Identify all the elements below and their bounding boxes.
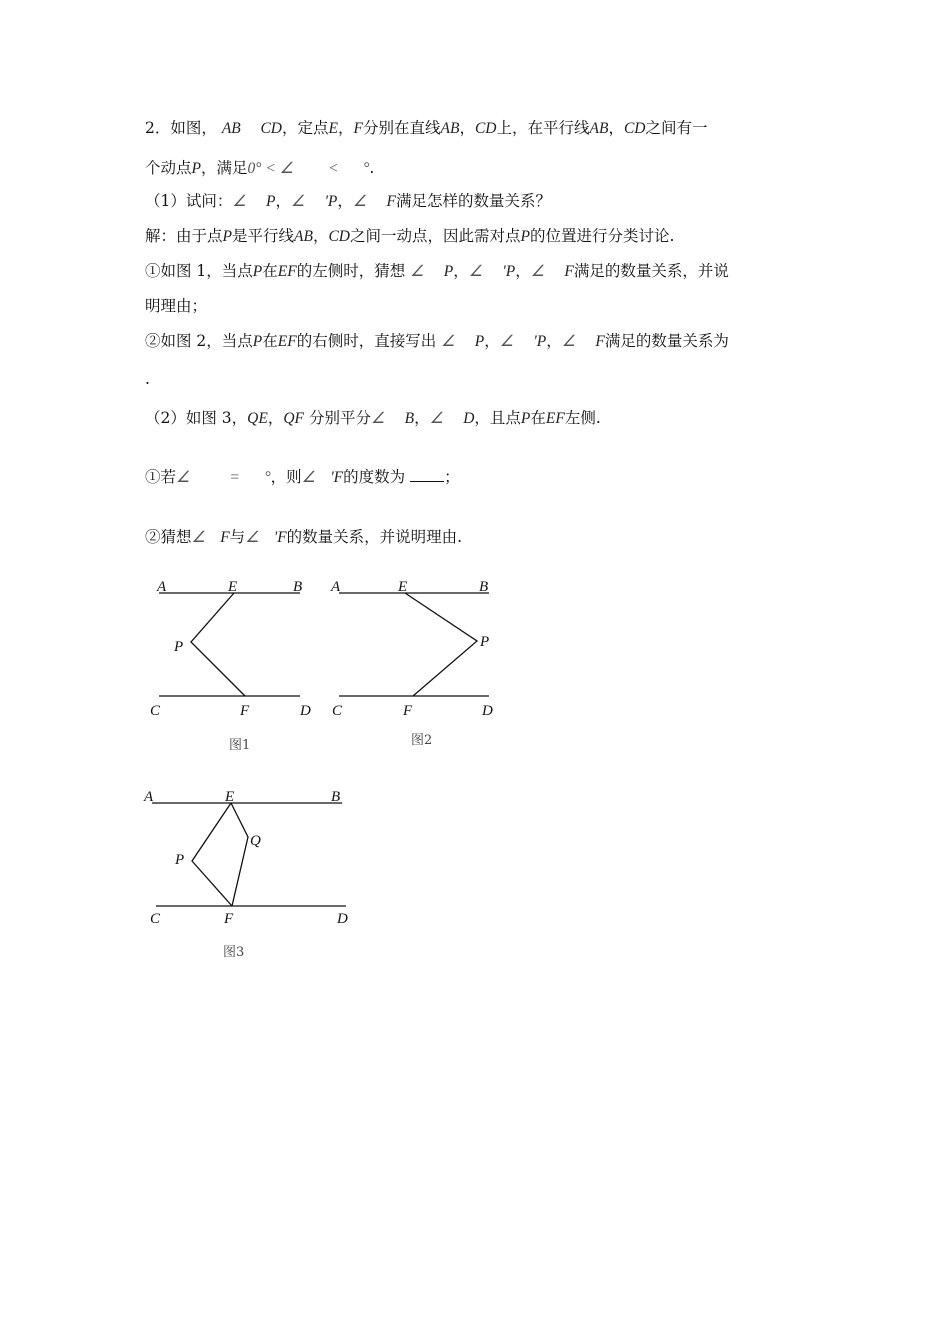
math-angle: ∠ — [468, 263, 483, 280]
math-cd: CD — [260, 120, 283, 137]
label-e: E — [228, 579, 238, 595]
math-p: P — [474, 333, 485, 350]
math-p: P — [443, 263, 454, 280]
text: ②猜想 — [145, 528, 192, 546]
text: . — [369, 159, 375, 177]
text: . — [145, 370, 150, 388]
text: 与 — [229, 528, 246, 546]
math-angle: ∠ — [290, 193, 305, 210]
problem-line-1 — [145, 117, 708, 140]
math-f: F — [595, 333, 605, 350]
text: 的度数为 — [343, 468, 406, 486]
math-f: F — [353, 120, 363, 137]
label-p: P — [174, 639, 184, 655]
text: ①如图 1，当点 — [145, 262, 253, 280]
text: 的数量关系，并说明理由. — [286, 528, 463, 546]
text: （1）试问： — [145, 192, 233, 210]
problem-line-2 — [145, 157, 374, 180]
text: ， — [453, 262, 469, 280]
text: 分别在直线 — [362, 119, 441, 137]
math-angle: ∠ — [410, 263, 425, 280]
math-angle: ∠ — [176, 469, 190, 486]
problem-line-3 — [145, 190, 551, 213]
text: ②如图 2，当点 — [145, 332, 253, 350]
math-angle: ∠ — [232, 193, 247, 210]
math-angle: ∠ — [530, 263, 545, 280]
label-b: B — [479, 579, 489, 595]
text: ， — [484, 332, 500, 350]
label-d: D — [337, 911, 348, 927]
path-eqf — [231, 803, 248, 906]
math-less: < — [328, 160, 339, 177]
math-p: P — [252, 333, 263, 350]
figure-3-caption: 图3 — [223, 945, 245, 960]
math-p: P — [191, 160, 201, 177]
math-angle: ∠ — [370, 410, 385, 427]
math-angle: ∠ — [429, 410, 444, 427]
math-angle: ∠ — [301, 469, 316, 486]
text: 解：由于点 — [145, 227, 223, 245]
label-p: P — [175, 852, 185, 868]
math-angle: ∠ — [191, 529, 206, 546]
math-ef: EF — [545, 410, 565, 427]
math-equals: = — [229, 469, 240, 486]
problem-line-8 — [145, 368, 150, 390]
math-p-prime: 'P — [502, 263, 516, 280]
text: ， — [459, 119, 475, 137]
text: 之间一动点，因此需对点 — [350, 227, 521, 245]
label-b: B — [331, 789, 341, 805]
math-cd: CD — [474, 120, 497, 137]
text: 满足的数量关系，并说 — [573, 262, 729, 280]
path-epf — [191, 593, 245, 696]
text: ①若 — [145, 468, 177, 486]
text: ； — [444, 468, 460, 486]
math-p-prime-f: 'F — [273, 529, 287, 546]
label-f: F — [240, 703, 250, 719]
label-e: E — [225, 789, 235, 805]
text: ， — [414, 409, 430, 427]
figure-2 — [325, 575, 505, 755]
math-angle: ∠ — [499, 333, 514, 350]
figure-1-caption: 图1 — [229, 738, 251, 753]
label-a: A — [331, 579, 341, 595]
text: ，则 — [270, 468, 302, 486]
math-qf: QF — [283, 410, 305, 427]
text: （2）如图 3， — [145, 409, 248, 427]
math-cd: CD — [623, 120, 646, 137]
problem-line-4 — [145, 225, 674, 248]
math-qe: QE — [247, 410, 268, 427]
label-a: A — [144, 789, 154, 805]
math-p: P — [266, 193, 276, 210]
problem-line-11 — [145, 526, 462, 549]
text: 在 — [262, 262, 278, 280]
problem-line-5 — [145, 260, 729, 283]
math-p: P — [252, 263, 263, 280]
math-inequality: 0° < ∠ — [247, 160, 294, 177]
label-f: F — [403, 703, 413, 719]
math-angle: ∠ — [561, 333, 576, 350]
math-f: F — [386, 193, 397, 210]
label-c: C — [150, 911, 161, 927]
text: 上，在平行线 — [496, 119, 590, 137]
text: 满足怎样的数量关系？ — [396, 192, 552, 210]
text: 分别平分 — [308, 409, 371, 427]
answer-blank[interactable] — [410, 467, 444, 482]
text: ， — [312, 227, 329, 245]
text: 的右侧时，直接写出 — [296, 332, 437, 350]
label-d: D — [300, 703, 311, 719]
label-c: C — [150, 703, 161, 719]
text: 在 — [262, 332, 278, 350]
math-ab: AB — [440, 120, 460, 137]
problem-line-9 — [145, 407, 601, 430]
text: ， — [546, 332, 562, 350]
text: ，定点 — [282, 119, 329, 137]
problem-line-7 — [145, 330, 729, 353]
problem-number: 2．如图， — [145, 119, 217, 137]
label-f: F — [224, 911, 234, 927]
path-epf — [405, 593, 477, 696]
math-degree: ° — [363, 160, 370, 177]
math-f: F — [564, 263, 574, 280]
math-ab: AB — [294, 228, 313, 245]
math-p-prime: 'P — [533, 333, 547, 350]
label-p: P — [480, 634, 490, 650]
math-ab: AB — [589, 120, 609, 137]
text: ， — [608, 119, 624, 137]
math-e: E — [328, 120, 338, 137]
text: ，且点 — [474, 409, 521, 427]
label-c: C — [332, 703, 343, 719]
figure-1 — [145, 575, 315, 755]
text: 明理由； — [145, 297, 208, 315]
math-degree: ° — [264, 469, 271, 486]
math-f: F — [220, 529, 230, 546]
math-angle: ∠ — [441, 333, 456, 350]
math-ef: EF — [277, 333, 297, 350]
math-cd: CD — [328, 228, 350, 245]
text: 满足的数量关系为 — [604, 332, 729, 350]
text: ， — [275, 192, 291, 210]
text: 的左侧时，猜想 — [296, 262, 406, 280]
figure-2-caption: 图2 — [411, 733, 433, 748]
math-angle: ∠ — [352, 193, 367, 210]
path-epf — [192, 803, 232, 906]
label-q: Q — [250, 833, 261, 849]
math-ab: AB — [221, 120, 241, 137]
text: ， — [338, 119, 354, 137]
label-d: D — [482, 703, 493, 719]
text: ， — [515, 262, 531, 280]
text: 在 — [530, 409, 546, 427]
text: 个动点 — [145, 159, 192, 177]
label-a: A — [157, 579, 167, 595]
text: ，满足 — [200, 159, 248, 177]
text: ， — [337, 192, 353, 210]
text: 左侧. — [564, 409, 601, 427]
problem-line-6 — [145, 295, 207, 317]
math-angle: ∠ — [245, 529, 260, 546]
text: 是平行线 — [231, 227, 294, 245]
figure-3 — [140, 785, 360, 985]
text: ， — [267, 409, 284, 427]
text: 的位置进行分类讨论. — [529, 227, 675, 245]
label-b: B — [293, 579, 303, 595]
math-d: D — [463, 410, 475, 427]
math-p-prime-f: 'F — [330, 469, 344, 486]
math-p: P — [222, 228, 232, 245]
math-p: P — [520, 228, 530, 245]
problem-line-10 — [145, 466, 460, 489]
math-b: B — [404, 410, 415, 427]
math-p: P — [520, 410, 531, 427]
math-p-prime: 'P — [324, 193, 338, 210]
text: 之间有一 — [645, 119, 708, 137]
math-ef: EF — [277, 263, 297, 280]
label-e: E — [398, 579, 408, 595]
